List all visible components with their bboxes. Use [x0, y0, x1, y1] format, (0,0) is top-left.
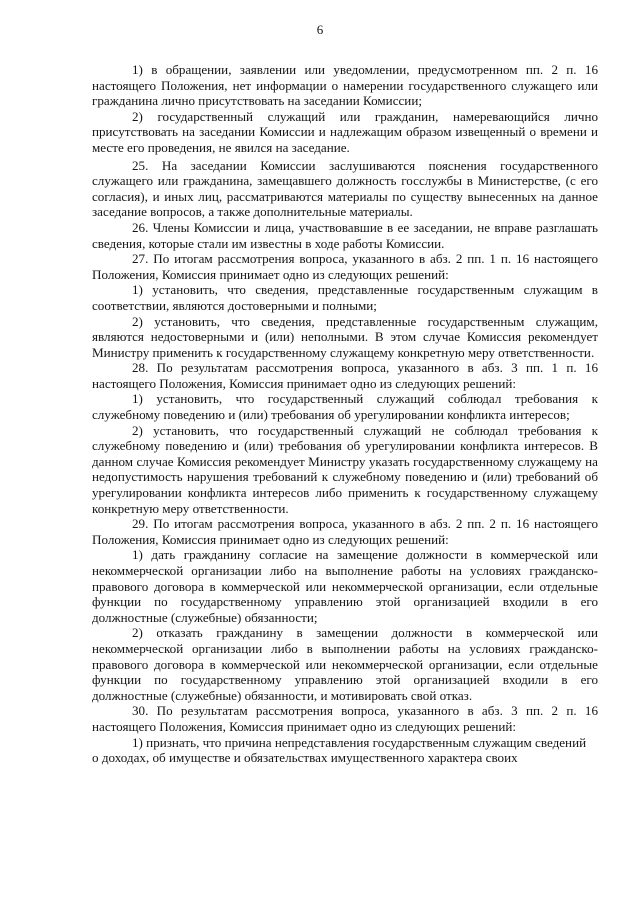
- paragraph-24-item-1: 1) в обращении, заявлении или уведомлении, предусмотренном пп. 2 п. 16 настоящего Положения, нет информации о намерении государственного служащего или гражданина лично присутствовать на заседании Комиссии;: [92, 62, 598, 109]
- paragraph-30: 30. По результатам рассмотрения вопроса, указанного в абз. 3 пп. 2 п. 16 настоящего Положения, Комиссия принимает одно из следующих решений:: [92, 703, 598, 734]
- paragraph-27-item-2: 2) установить, что сведения, представленные государственным служащим, являются недостоверными и (или) неполными. В этом случае Комиссия рекомендует Министру применить к государственному служащему конкретную меру ответственности.: [92, 313, 598, 360]
- paragraph-28: 28. По результатам рассмотрения вопроса, указанного в абз. 3 пп. 1 п. 16 настоящего Положения, Комиссия принимает одно из следующих решений:: [92, 360, 598, 391]
- paragraph-24-item-2: 2) государственный служащий или гражданин, намеревающийся лично присутствовать на заседании Комиссии и надлежащим образом извещенный о времени и месте его проведения, не явился на заседание.: [92, 108, 598, 155]
- paragraph-25: 25. На заседании Комиссии заслушиваются пояснения государственного служащего или гражданина, замещавшего должность госслужбы в Министерстве, (с его согласия), и иных лиц, рассматриваются материалы по существу вынесенных на данное заседание вопросов, а также дополнительные материалы.: [92, 157, 598, 220]
- page-number: 6: [316, 22, 324, 37]
- paragraph-27-item-1: 1) установить, что сведения, представленные государственным служащим в соответствии, являются достоверными и полными;: [92, 282, 598, 313]
- paragraph-30-item-1: 1) признать, что причина непредставления государственным служащим сведений: [132, 734, 587, 750]
- paragraph-30-continuation: о доходах, об имуществе и обязательствах имущественного характера своих: [92, 750, 518, 766]
- paragraph-29-item-1: 1) дать гражданину согласие на замещение должности в коммерческой или некоммерческой организации либо на выполнение работы на условиях гражданско-правового договора в коммерческой или некоммерческой организации, если отдельные функции по государственному управлению этой организацией входили в его должностные (служебные) обязанности;: [92, 547, 598, 625]
- document-body: [92, 62, 598, 766]
- paragraph-29-item-2: 2) отказать гражданину в замещении должности в коммерческой или некоммерческой организации либо в выполнении работы на условиях гражданско-правового договора в коммерческой или некоммерческой организации, если отдельные функции по государственному управлению этой организацией входили в его должностные (служебные) обязанности, и мотивировать свой отказ.: [92, 625, 598, 703]
- paragraph-26: 26. Члены Комиссии и лица, участвовавшие в ее заседании, не вправе разглашать сведения, которые стали им известны в ходе работы Комиссии.: [92, 219, 598, 251]
- paragraph-27: 27. По итогам рассмотрения вопроса, указанного в абз. 2 пп. 1 п. 16 настоящего Положения, Комиссия принимает одно из следующих решений:: [92, 251, 598, 282]
- paragraph-29: 29. По итогам рассмотрения вопроса, указанного в абз. 2 пп. 2 п. 16 настоящего Положения, Комиссия принимает одно из следующих решений:: [92, 516, 598, 547]
- paragraph-28-item-1: 1) установить, что государственный служащий соблюдал требования к служебному поведению и (или) требования об урегулировании конфликта интересов;: [92, 391, 598, 423]
- paragraph-28-item-2: 2) установить, что государственный служащий не соблюдал требования к служебному поведению и (или) требования об урегулировании конфликта интересов. В данном случае Комиссия рекомендует Министру указать государственному служащему на недопустимость нарушения требований к служебному поведению и (или) требований об урегулировании конфликта интересов либо применить к государственному служащему конкретную меру ответственности.: [92, 422, 598, 516]
